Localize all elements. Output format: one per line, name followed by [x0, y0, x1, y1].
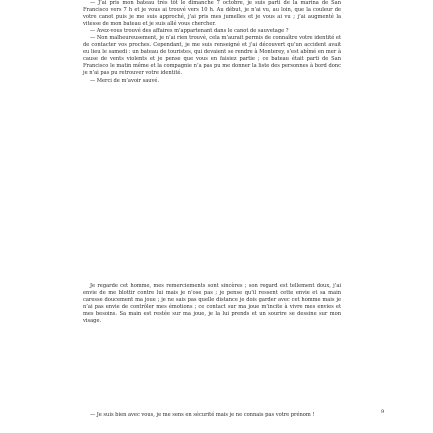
paragraph: Je regarde cet homme, mes remerciements sont sincères ; son regard est tellement doux, j’ai envie de me blottir contre lui mais je n’ose pas ; je pense qu’il ressent cette envie et sa main caresse doucement ma joue ; je ne sais pas quelle distance je dois garder avec cet homme mais je n’ai pas envie de contrôler mes émotions ; ce contact sur ma joue m’incite à vivre mes envies et mes besoins. Sa main est restée sur ma joue, je la lui prends et un sourire se dessine sur mon visage. [83, 283, 341, 325]
paragraph: — Je suis bien avec vous, je me sens en sécurité mais je ne connais pas votre prénom ! [90, 412, 315, 418]
text-block-last [83, 412, 341, 419]
text-block-bottom [83, 283, 341, 325]
paragraph: — Merci de m’avoir sauvé. [90, 77, 160, 84]
paragraph: — J’ai pris mon bateau très tôt le dimanche 7 octobre, je suis parti de la marina de San Francisco vers 7 h et je vous ai trouvé vers 10 h. Au début, je n’ai vu, au loin, que la couleur de votre canot puis je me suis approché, j’ai pris mes jumelles et je vous ai vu ; j’ai augmenté la vitesse de mon bateau et je suis allé vous chercher. [83, 0, 341, 28]
paragraph: — Avez-vous trouvé des affaires m’appartenant dans le canot de sauvetage ? [90, 28, 289, 35]
text-block-top [83, 0, 341, 85]
paragraph: — Non malheureusement, je n’ai rien trouvé, cela m’aurait permis de connaître votre identité et de contacter vos proches. Cependant, je me suis renseigné et j’ai découvert qu’un accident avait eu lieu le samedi : un bateau de touristes, qui devaient se rendre à Monterey, s’est abîmé en mer à cause de vents violents et je pense que vous en faisiez partie ; ce bateau était parti de San Francisco le matin même et la compagnie n’a pas pu me donner la liste des personnes à bord donc je n’ai pas pu retrouver votre identité. [83, 35, 341, 77]
page-number: 9 [381, 409, 385, 415]
